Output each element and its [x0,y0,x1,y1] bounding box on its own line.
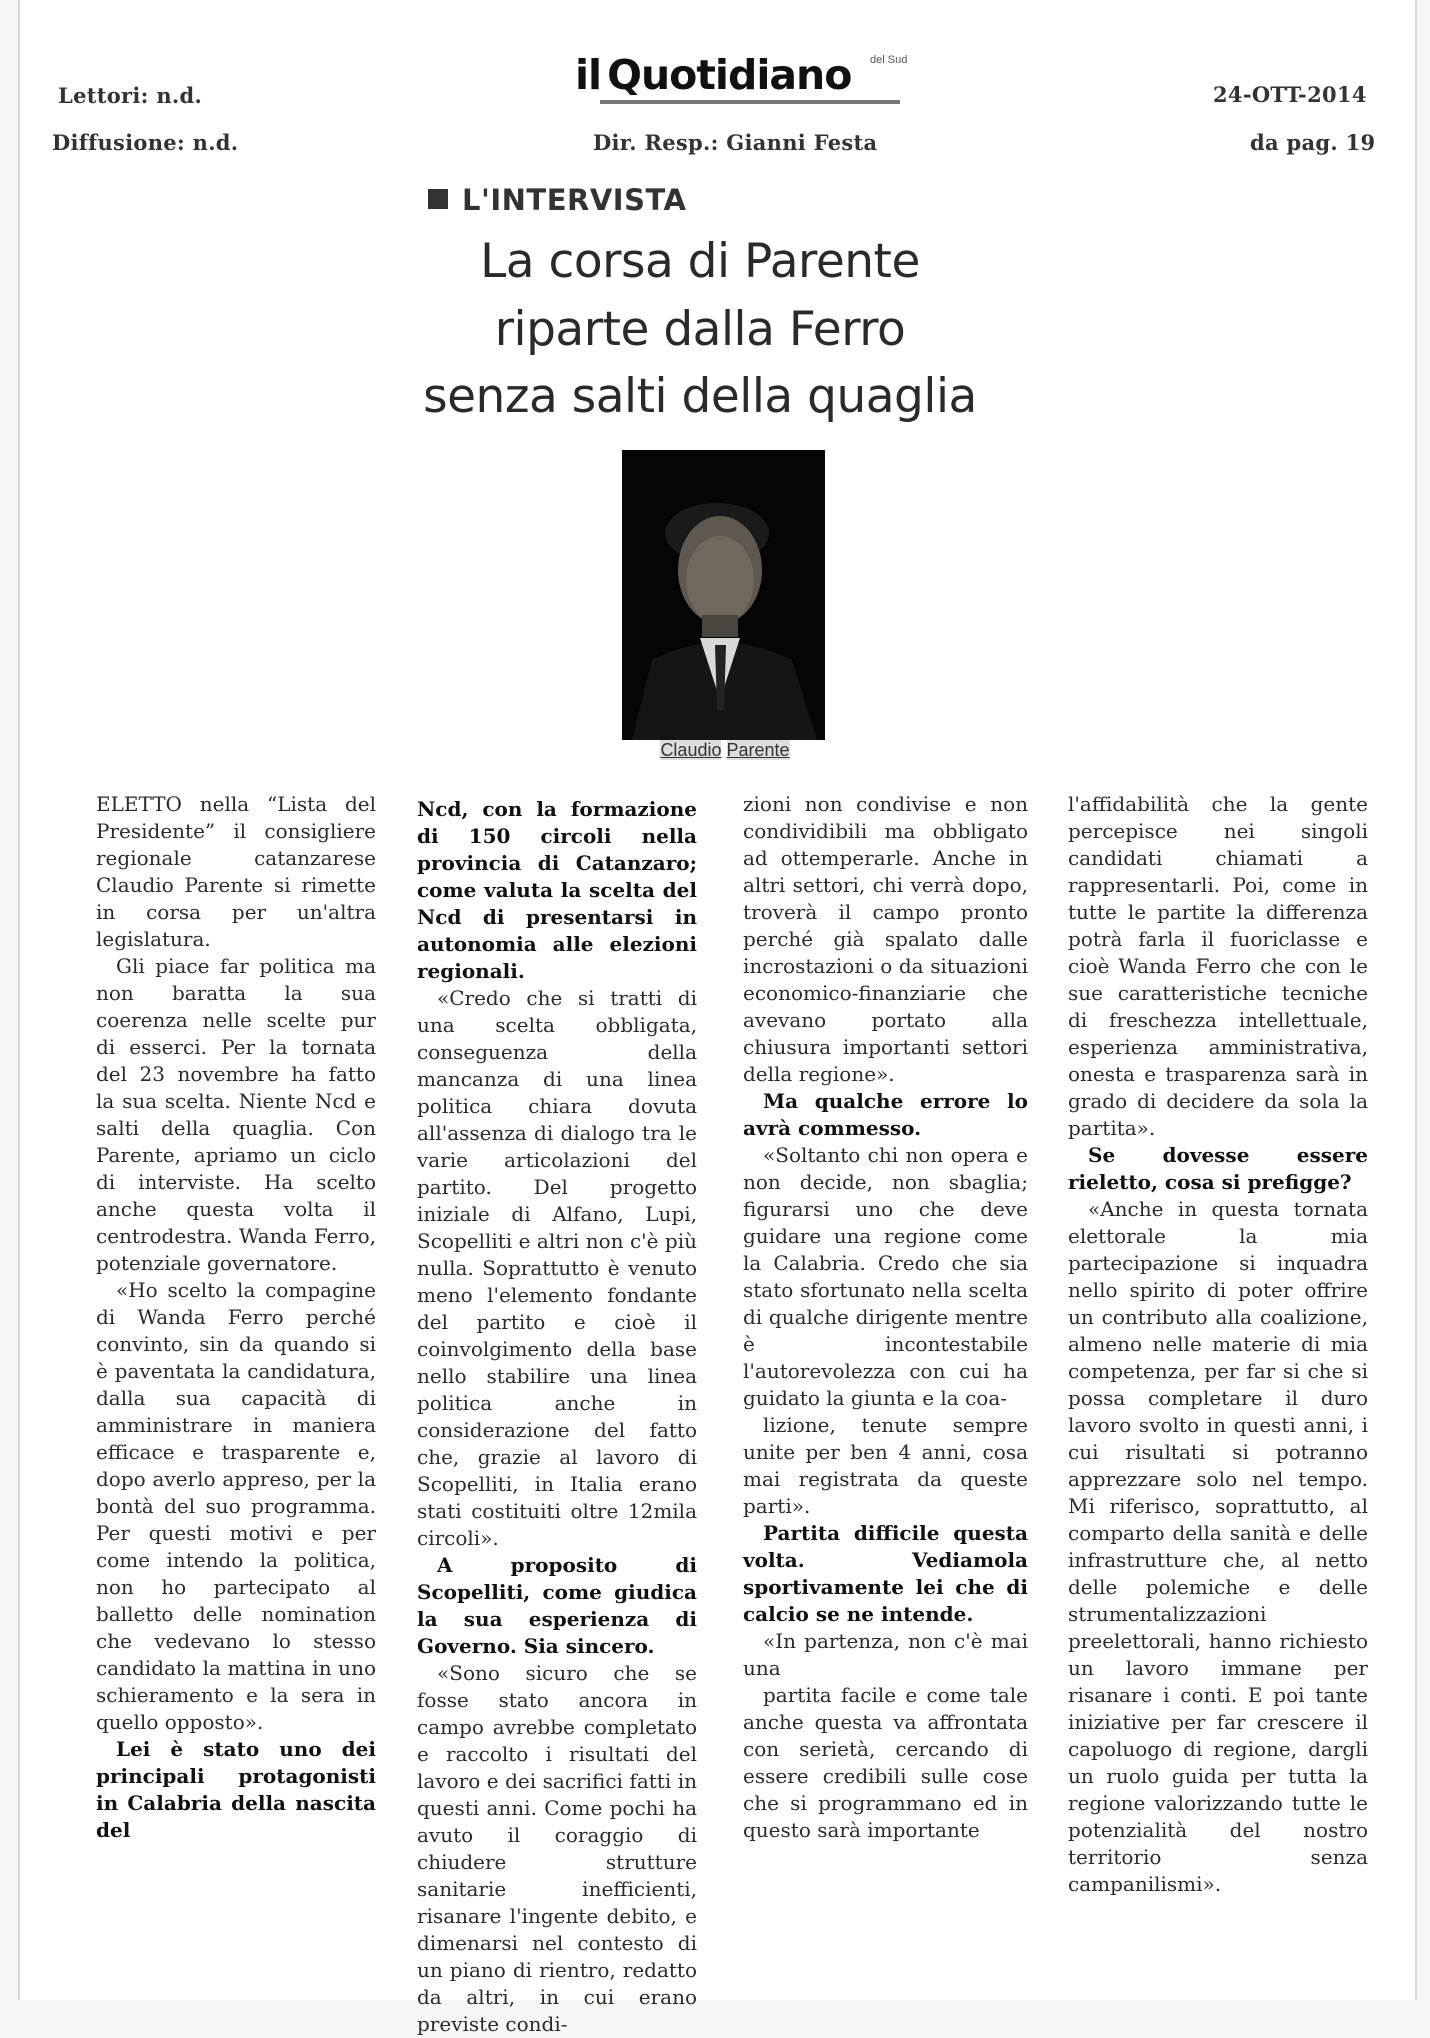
interview-question: Lei è stato uno dei principali protagonisti in Calabria della nascita del [96,1737,376,1842]
headline-line-2: riparte dalla Ferro [494,302,906,357]
article-paragraph: Gli piace far politica ma non baratta la sua coerenza nelle scelte pur di esserci. Per la tornata del 23 novembre ha fatto la sua scelta. Niente Ncd e salti della quaglia. Con Parente, apriamo un ciclo di interviste. Ha scelto anche questa volta il centrodestra. Wanda Ferro, potenziale governatore. [96,954,376,1275]
portrait-photo [622,450,825,740]
article-paragraph: lizione, tenute sempre unite per ben 4 anni, cosa mai registrata da queste parti». [743,1413,1028,1518]
newspaper-logo [575,51,852,99]
logo-il: il [575,51,602,99]
article-column-1 [96,791,376,1844]
article-column-4 [1068,791,1368,1898]
interview-question: Ncd, con la formazione di 150 circoli nella provincia di Catanzaro; come valuta la scelta del Ncd di presentarsi in autonomia alle elezioni regionali. [417,797,697,983]
caption-last-name: Parente [726,740,790,760]
article-paragraph: «Sono sicuro che se fosse stato ancora in campo avrebbe completato e raccolto i risultati del lavoro e dei sacrifici fatti in questi anni. Come pochi ha avuto il coraggio di chiudere strutture sanitarie inefficienti, risanare l'ingente debito, e dimenarsi nel contesto di un piano di rientro, redatto da altri, in cui erano previste condi- [417,1661,697,2036]
article-paragraph: l'affidabilità che la gente percepisce nei singoli candidati chiamati a rappresentarli. Poi, come in tutte le partite la differenza potrà farla il fuoriclasse e cioè Wanda Ferro che con le sue caratteristiche tecniche di freschezza intellettuale, esperienza amministrativa, onesta e trasparenza sarà in grado di decidere da sola la partita». [1068,792,1368,1140]
circulation-label: Diffusione: n.d. [52,130,239,155]
logo-strip [600,100,900,104]
article-paragraph: zioni non condivise e non condividibili ma obbligato ad ottemperarle. Anche in altri settori, chi verrà dopo, troverà il campo pronto perché già spalato dalle incrostazioni o da situazioni economico-finanziarie che avevano portato alla chiusura importanti settori della regione». [743,792,1028,1086]
section-square-icon [428,189,448,209]
interview-question: A proposito di Scopelliti, come giudica la sua esperienza di Governo. Sia sincero. [417,1553,697,1658]
readers-label: Lettori: n.d. [58,83,203,108]
article-paragraph: ELETTO nella “Lista del Presidente” il consigliere regionale catanzarese Claudio Parente si rimette in corsa per un'altra legislatura. [96,792,376,951]
logo-name: Quotidiano [607,51,852,99]
headline-line-1: La corsa di Parente [480,234,920,289]
article-paragraph: partita facile e come tale anche questa va affrontata con serietà, cercando di essere credibili sulle cose che si programmano ed in questo sarà importante [743,1683,1028,1842]
editor-label: Dir. Resp.: Gianni Festa [593,130,878,155]
article-paragraph: «In partenza, non c'è mai una [743,1629,1028,1680]
photo-caption [610,740,840,761]
caption-first-name: Claudio [660,740,722,760]
date-label: 24-OTT-2014 [1213,82,1367,107]
article-column-2 [417,796,697,2038]
article-paragraph: «Ho scelto la compagine di Wanda Ferro perché convinto, sin da quando si è paventata la candidatura, dalla sua capacità di amministrare in maniera efficace e trasparente e, dopo averlo appreso, per la bontà del suo programma. Per questi motivi e per come intendo la politica, non ho partecipato al balletto delle nomination che vedevano lo stesso candidato la mattina in uno schieramento e la sera in quello opposto». [96,1278,376,1734]
interview-question: Se dovesse essere rieletto, cosa si prefigge? [1068,1143,1368,1194]
article-paragraph: «Soltanto chi non opera e non decide, non sbaglia; figurarsi uno che deve guidare una regione come la Calabria. Credo che sia stato sfortunato nella scelta di qualche dirigente mentre è incontestabile l'autorevolezza con cui ha guidato la giunta e la coa- [743,1143,1028,1410]
page-ref-label: da pag. 19 [1250,130,1376,155]
interview-question: Ma qualche errore lo avrà commesso. [743,1089,1028,1140]
portrait-figure [622,450,825,740]
article-paragraph: «Credo che si tratti di una scelta obbligata, conseguenza della mancanza di una linea politica chiara dovuta all'assenza di dialogo tra le varie articolazioni del partito. Del progetto iniziale di Alfano, Lupi, Scopelliti e altri non c'è più nulla. Soprattutto è venuto meno l'elemento fondante del partito e cioè il coinvolgimento della base nello stabilire una linea politica anche in considerazione del fatto che, grazie al lavoro di Scopelliti, in Italia erano stati costituiti oltre 12mila circoli». [417,986,697,1550]
section-label: L'INTERVISTA [428,183,686,217]
article-column-3 [743,791,1028,1844]
interview-question: Partita difficile questa volta. Vediamola sportivamente lei che di calcio se ne intende. [743,1521,1028,1626]
headline-line-3: senza salti della quaglia [423,369,977,424]
article-paragraph: «Anche in questa tornata elettorale la mia partecipazione si inquadra nello spirito di poter offrire un contributo alla coalizione, almeno nelle materie di mia competenza, per far si che si possa completare il duro lavoro svolto in questi anni, i cui risultati si potranno apprezzare solo nel tempo. Mi riferisco, soprattutto, al comparto della sanità e delle infrastrutture che, al netto delle polemiche e delle strumentalizzazioni preelettorali, hanno richiesto un lavoro immane per risanare i conti. E poi tante iniziative per far crescere il capoluogo di regione, dargli un ruolo guida per tutta la regione valorizzando tutte le potenzialità del nostro territorio senza campanilismi». [1068,1197,1368,1896]
logo-subtitle: del Sud [870,54,908,66]
